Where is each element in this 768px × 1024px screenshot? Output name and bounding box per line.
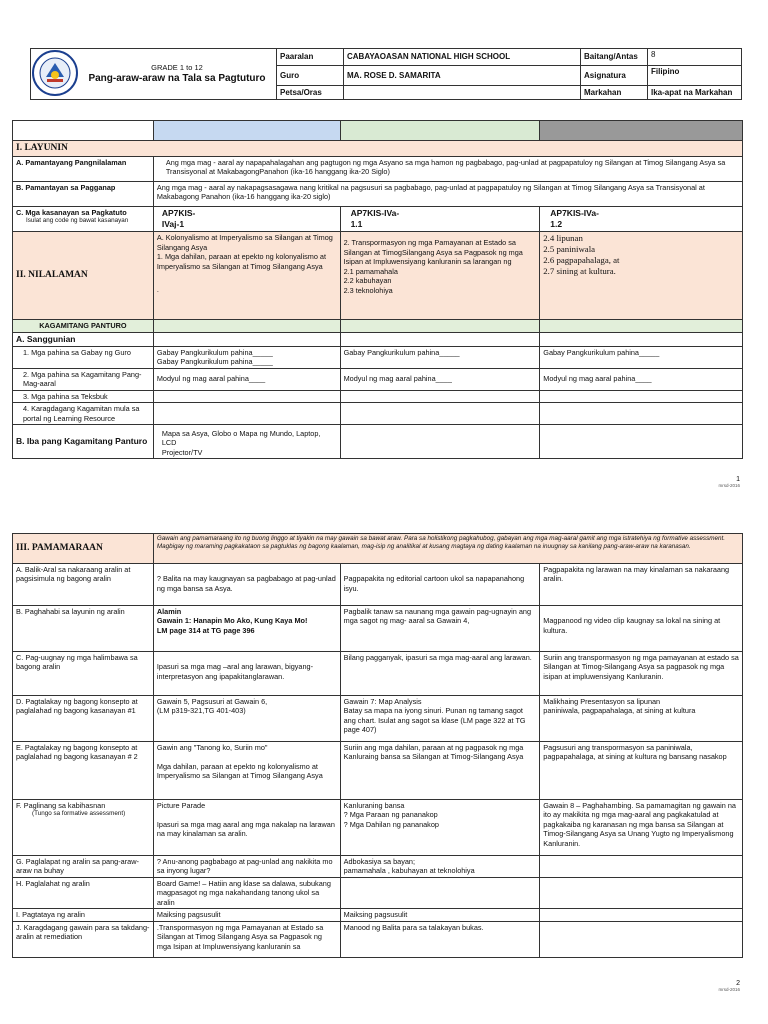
procedure-day-2: Pagpapakita ng editorial cartoon ukol sa napapanahong isyu. — [340, 564, 540, 606]
code-day-3: AP7KIS-IVa- 1.2 — [540, 207, 743, 232]
procedure-label: A. Balik-Aral sa nakaraang aralin at pagsisimula ng bagong aralin — [16, 565, 131, 584]
procedure-day-3: Suriin ang transpormasyon ng mga pamayanan at estado sa Silangan at Timog-Silangang Asya sa pagpasok ng mga isipan at impluwensiyang Kanluranin. — [540, 652, 743, 696]
teksbuk-day-2 — [340, 390, 540, 402]
page-number-1-value: 1 — [736, 476, 740, 483]
guro-value: MA. ROSE D. SAMARITA — [344, 66, 581, 86]
procedure-row — [13, 742, 743, 800]
page-number-2 — [700, 980, 740, 992]
modyul-day-2: Modyul ng mag aaral pahina____ — [340, 368, 540, 390]
modyul-day-3: Modyul ng mag aaral pahina____ — [540, 368, 743, 390]
procedure-day-2: Suriin ang mga dahilan, paraan at ng pagpasok ng mga Kanluraing bansa sa Silangan at Timog-Silangang Asya — [340, 742, 540, 800]
iba-pang-kagamitan-day-3 — [540, 425, 743, 459]
nilalaman-day-1-dot: . — [156, 285, 159, 295]
modyul-day-1: Modyul ng mag aaral pahina____ — [153, 368, 340, 390]
procedure-day-3: Pagsusuri ang transpormasyon sa paniniwala, pagpapahalaga, at sining at kultura ng bansang nasakop — [540, 742, 743, 800]
pamamaraan-heading: III. PAMAMARAAN — [13, 534, 154, 564]
teksbuk-day-1 — [153, 390, 340, 402]
kagamitan-blank-1 — [153, 320, 340, 332]
iba-pang-kagamitan-day-2 — [340, 425, 540, 459]
procedure-day-3 — [540, 909, 743, 921]
procedure-day-1: Gawin ang "Tanong ko, Suriin mo" Mga dahilan, paraan at epekto ng kolonyalismo at Imperyalismo sa Silangan at Timog Silangang Asya — [153, 742, 340, 800]
baitang-value: 8 — [648, 49, 742, 66]
guro-label: Guro — [277, 66, 344, 86]
pamantayan-pagganap-text: Ang mga mag - aaral ay nakapagsasagawa nang kritikal na pagsusuri sa pagbabago, pag-unlad at pagpapatuloy ng Silangan at Timog Silangang Asya sa Transisyonal at Makabagong Panahon (ika-16 hanggang ika-20 siglo) — [153, 182, 742, 207]
kagamitan-blank-3 — [540, 320, 743, 332]
procedure-row — [13, 921, 743, 957]
procedure-row — [13, 696, 743, 742]
asignatura-value: Filipino — [648, 66, 742, 86]
kasanayan-cell — [13, 207, 154, 232]
iba-pang-kagamitan-text: Mapa sa Asya, Globo o Mapa ng Mundo, Laptop, LCD Projector/TV — [153, 425, 340, 459]
page-code-1: mrsd-2016 — [718, 483, 740, 488]
document-title: Pang-araw-araw na Tala sa Pagtuturo — [88, 73, 266, 85]
procedure-day-2: Maiksing pagsusulit — [340, 909, 540, 921]
procedure-row — [13, 878, 743, 909]
procedure-label-cell — [13, 856, 154, 878]
procedure-label-cell — [13, 652, 154, 696]
sanggunian-heading: A. Sanggunian — [13, 332, 154, 346]
procedure-row — [13, 606, 743, 652]
procedure-day-1: Alamin Gawain 1: Hanapin Mo Ako, Kung Kaya Mo! LM page 314 at TG page 396 — [153, 606, 340, 652]
asignatura-label: Asignatura — [581, 66, 648, 86]
learning-resource-day-2 — [340, 403, 540, 425]
paaralan-value: CABAYAOASAN NATIONAL HIGH SCHOOL — [344, 49, 581, 66]
header-title-cell — [31, 49, 277, 100]
procedure-day-1: Maiksing pagsusulit — [153, 909, 340, 921]
sanggunian-blank-2 — [340, 332, 540, 346]
grade-label: GRADE 1 to 12 — [151, 63, 203, 73]
petsa-value — [344, 86, 581, 100]
page-number-2-value: 2 — [736, 980, 740, 987]
code-day-1: AP7KIS- IVaj-1 — [153, 207, 340, 232]
gabay-guro-day-2: Gabay Pangkurikulum pahina_____ — [340, 346, 540, 368]
procedure-label-cell — [13, 909, 154, 921]
procedure-day-3: Gawain 8 – Paghahambing. Sa pamamagitan ng gawain na ito ay makikita ng mga mag-aaral ang pagkakatulad at pagkakaiba ng karanasan ng mga bansa sa Silangan at Timog-Silangang Asya sa Unang Yugto ng Imperyalismong Kanluranin. — [540, 800, 743, 856]
header-blank — [13, 121, 154, 141]
kagamitan-heading: KAGAMITANG PANTURO — [13, 320, 154, 332]
learning-resource-day-3 — [540, 403, 743, 425]
procedure-label: F. Paglinang sa kabihasnan — [16, 801, 106, 810]
nilalaman-day-2: 2. Transpormasyon ng mga Pamayanan at Estado sa Silangan at TimogSilangang Asya sa Pagpasok ng mga Isipan at Impluwensiyang kanluranin sa larangan ng 2.1 pamamahala 2.2 kabuhayan 2.3 teknolohiya — [340, 232, 540, 320]
nilalaman-heading: II. NILALAMAN — [13, 232, 154, 320]
nilalaman-day-1-text: A. Kolonyalismo at Imperyalismo sa Silangan at Timog Silangang Asya 1. Mga dahilan, paraan at epekto ng kolonyalismo at Imperyalismo sa Silangan at Timog Silangang Asya — [156, 233, 333, 271]
procedure-row — [13, 652, 743, 696]
page-number-1 — [700, 476, 740, 488]
teksbuk-day-3 — [540, 390, 743, 402]
procedure-day-3: Magpanood ng video clip kaugnay sa lokal na sining at kultura. — [540, 606, 743, 652]
header-table — [30, 48, 742, 100]
gabay-guro-day-3: Gabay Pangkurikulum pahina_____ — [540, 346, 743, 368]
procedure-label-cell — [13, 800, 154, 856]
procedure-label: B. Paghahabi sa layunin ng aralin — [16, 607, 125, 616]
petsa-label: Petsa/Oras — [277, 86, 344, 100]
iba-pang-kagamitan-label: B. Iba pang Kagamitang Panturo — [13, 425, 154, 459]
learning-resource-label: 4. Karagdagang Kagamitan mula sa portal ng Learning Resource — [13, 403, 154, 425]
procedure-day-1: Gawain 5, Pagsusuri at Gawain 6, (LM p319-321,TG 401-403) — [153, 696, 340, 742]
procedure-day-3 — [540, 921, 743, 957]
procedure-label: D. Pagtalakay ng bagong konsepto at paglalahad ng bagong kasanayan #1 — [16, 697, 138, 716]
procedure-label-cell — [13, 878, 154, 909]
procedure-day-1: .Transpormasyon ng mga Pamayanan at Estado sa Silangan at Timog Silangang Asya sa Pagpasok ng mga Isipan at Impluwensiyang kanluranin sa — [153, 921, 340, 957]
procedure-row — [13, 800, 743, 856]
page-code-2: mrsd-2016 — [718, 987, 740, 992]
nilalaman-day-3: 2.4 lipunan 2.5 paniniwala 2.6 pagpapahalaga, at 2.7 sining at kultura. — [540, 232, 743, 320]
procedure-label-cell — [13, 742, 154, 800]
procedure-day-3: Pagpapakita ng larawan na may kinalaman sa nakaraang aralin. — [540, 564, 743, 606]
procedure-day-1: Picture Parade Ipasuri sa mga mag aaral ang mga nakalap na larawan na may kinalaman sa aralin. — [153, 800, 340, 856]
kasanayan-sub: Isulat ang code ng bawat kasanayan — [26, 217, 129, 225]
learning-resource-day-1 — [153, 403, 340, 425]
procedure-day-1: ? Balita na may kaugnayan sa pagbabago at pag-unlad ng mga bansa sa Asya. — [153, 564, 340, 606]
procedure-label: H. Paglalahat ng aralin — [16, 879, 90, 888]
layunin-heading: I. LAYUNIN — [13, 141, 743, 157]
procedure-day-2: Kanluraning bansa ? Mga Paraan ng pananakop ? Mga Dahilan ng pananakop — [340, 800, 540, 856]
procedure-day-1: Ipasuri sa mga mag –aral ang larawan, bigyang-interpretasyon ang ipapakitanglarawan. — [153, 652, 340, 696]
gabay-guro-label: 1. Mga pahina sa Gabay ng Guro — [13, 346, 154, 368]
procedure-day-2: Bilang pagganyak, ipasuri sa mga mag-aaral ang larawan. — [340, 652, 540, 696]
sanggunian-blank-1 — [153, 332, 340, 346]
procedure-label-cell — [13, 921, 154, 957]
paaralan-label: Paaralan — [277, 49, 344, 66]
procedure-day-2: Pagbalik tanaw sa naunang mga gawain pag-ugnayin ang mga sagot ng mag- aaral sa Gawain 4, — [340, 606, 540, 652]
pamamaraan-intro: Gawain ang pamamaraang ito ng buong linggo at tiyakin na may gawain sa bawat araw. Para sa holistikong pagkahubog, gabayan ang mga mag-aaral gamit ang mga istratehiya ng formative assessment. Magbigay ng maraming pagkakataon sa pagtuklas ng bagong kaalaman, mag-isip ng analitikal at kusang magtaya ng dating kaalaman na inuugnay sa kanilang pang-araw-araw na karanasan. — [153, 534, 742, 564]
gabay-guro-day-1: Gabay Pangkurikulum pahina_____ Gabay Pangkurikulum pahina_____ — [153, 346, 340, 368]
page1-table — [12, 120, 743, 459]
day-column-3 — [540, 121, 743, 141]
procedure-label: E. Pagtalakay ng bagong konsepto at paglalahad ng bagong kasanayan # 2 — [16, 743, 138, 762]
procedure-row — [13, 564, 743, 606]
code-day-2: AP7KIS-IVa- 1.1 — [340, 207, 540, 232]
procedure-label: C. Pag-uugnay ng mga halimbawa sa bagong aralin — [16, 653, 138, 672]
kagamitan-blank-2 — [340, 320, 540, 332]
procedure-label-cell — [13, 564, 154, 606]
pamantayan-pagganap-label: B. Pamantayan sa Pagganap — [13, 182, 154, 207]
markahan-value: Ika-apat na Markahan — [648, 86, 742, 100]
procedure-label: G. Paglalapat ng aralin sa pang-araw-araw na buhay — [16, 857, 139, 876]
procedure-row — [13, 909, 743, 921]
procedure-day-3: Malikhaing Presentasyon sa lipunan paniniwala, pagpapahalaga, at sining at kultura — [540, 696, 743, 742]
procedure-day-2: Adbokasiya sa bayan; pamamahala , kabuhayan at teknolohiya — [340, 856, 540, 878]
day-column-1 — [153, 121, 340, 141]
procedure-label: J. Karagdagang gawain para sa takdang-aralin at remediation — [16, 922, 150, 942]
procedure-day-1: ? Anu-anong pagbabago at pag-unlad ang nakikita mo sa inyong lugar? — [153, 856, 340, 878]
procedure-day-2 — [340, 878, 540, 909]
pamantayang-pangnilalaman-label: A. Pamantayang Pangnilalaman — [13, 157, 154, 182]
sanggunian-blank-3 — [540, 332, 743, 346]
procedure-label-cell — [13, 696, 154, 742]
page2-table — [12, 533, 743, 958]
nilalaman-day-1 — [153, 232, 340, 320]
markahan-label: Markahan — [581, 86, 648, 100]
procedure-row — [13, 856, 743, 878]
teksbuk-label: 3. Mga pahina sa Teksbuk — [13, 390, 154, 402]
kagamitang-mag-aaral-label: 2. Mga pahina sa Kagamitang Pang-Mag-aaral — [13, 368, 154, 390]
day-column-2 — [340, 121, 540, 141]
procedure-day-3 — [540, 878, 743, 909]
kasanayan-label: C. Mga kasanayan sa Pagkatuto — [16, 208, 127, 217]
procedure-day-2: Gawain 7: Map Analysis Batay sa mapa na iyong sinuri. Punan ng tamang sagot ang chart. Isulat ang sagot sa klase (LM page 322 at TG page 407) — [340, 696, 540, 742]
baitang-label: Baitang/Antas — [581, 49, 648, 66]
procedure-label-sub: (Tungo sa formative assessment) — [32, 810, 126, 818]
procedure-label: I. Pagtataya ng aralin — [16, 910, 85, 920]
procedure-day-1: Board Game! – Hatiin ang klase sa dalawa, subukang magpasagot ng mga nakahandang tanong ukol sa aralin — [153, 878, 340, 909]
procedure-label-cell — [13, 606, 154, 652]
pamantayang-pangnilalaman-text: Ang mga mag - aaral ay napapahalagahan ang pagtugon ng mga Asyano sa mga hamon ng pagbabago, pag-unlad at pagpapatuloy ng Silangan at Timog Silangang Asya sa Transisyonal at MakabagongPanahon (ika-16 hanggang ika-20 Siglo) — [153, 157, 742, 182]
procedure-day-3 — [540, 856, 743, 878]
procedure-day-2: Manood ng Balita para sa talakayan bukas. — [340, 921, 540, 957]
